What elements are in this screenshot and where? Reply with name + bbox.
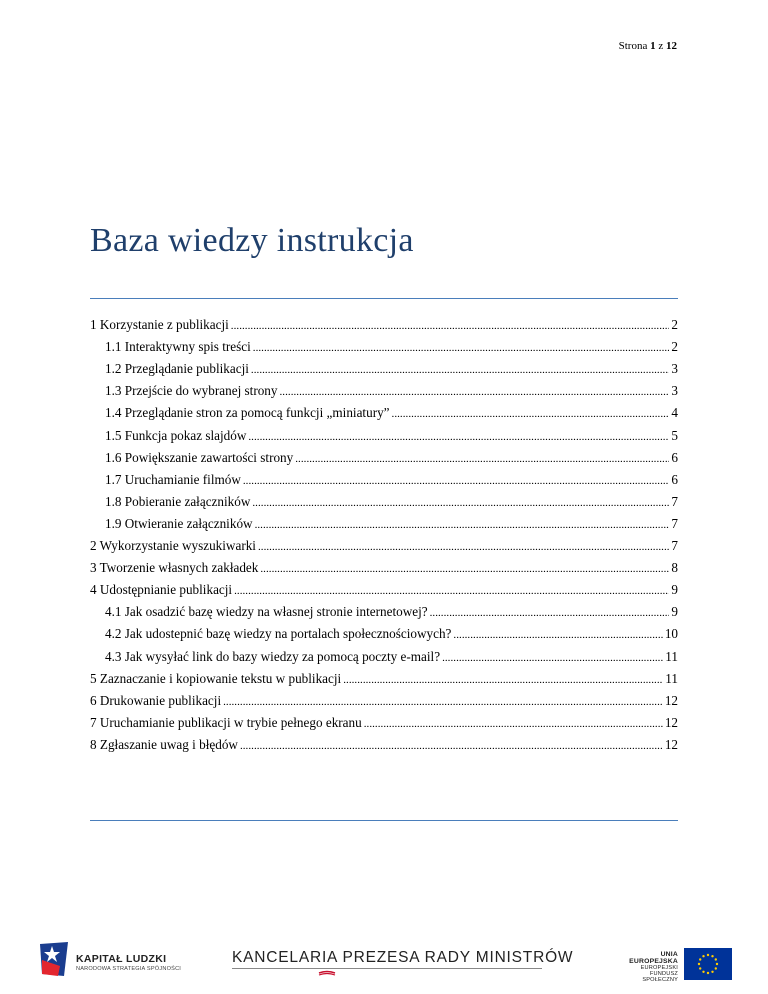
toc-entry-title: 4.2 Jak udostepnić bazę wiedzy na portalach społecznościowych? xyxy=(105,626,452,642)
footer-logos xyxy=(0,930,768,994)
eu-star xyxy=(715,958,717,960)
eu-text-line2: EUROPEJSKI xyxy=(640,965,678,971)
toc-entry-page: 12 xyxy=(664,692,678,708)
toc-entry-leader xyxy=(255,515,670,534)
eu-star xyxy=(716,963,718,965)
eu-star xyxy=(698,963,700,965)
eu-logo-text xyxy=(624,951,678,983)
toc-entry-page: 4 xyxy=(671,405,678,421)
toc-entry[interactable] xyxy=(90,581,678,599)
toc-entry-leader xyxy=(260,559,669,578)
page-total: 12 xyxy=(666,40,677,52)
page-prefix: Strona xyxy=(618,40,648,52)
toc-entry-leader xyxy=(248,427,669,446)
toc-entry-leader xyxy=(253,338,670,357)
toc-entry-page: 7 xyxy=(671,538,678,553)
document-title: Baza wiedzy instrukcja xyxy=(90,222,414,259)
divider-top xyxy=(90,298,678,299)
eu-star xyxy=(715,967,717,969)
toc-entry-title: 7 Uruchamianie publikacji w trybie pełnego ekranu xyxy=(90,714,362,730)
eu-star xyxy=(699,958,701,960)
toc-entry-leader xyxy=(453,625,662,644)
toc-entry[interactable] xyxy=(90,670,678,688)
toc-entry[interactable] xyxy=(105,471,678,489)
kprm-logo-text: KANCELARIA PREZESA RADY MINISTRÓW xyxy=(232,949,574,966)
toc-entry-leader xyxy=(430,603,670,622)
toc-entry-title: 6 Drukowanie publikacji xyxy=(90,692,222,708)
toc-entry-page: 12 xyxy=(664,736,678,752)
eu-text-line1: UNIA EUROPEJSKA xyxy=(629,951,678,965)
toc-entry-title: 1.7 Uruchamianie filmów xyxy=(105,471,241,487)
eu-star xyxy=(707,972,709,974)
toc-entry-title: 1.3 Przejście do wybranej strony xyxy=(105,383,278,399)
toc-entry[interactable] xyxy=(105,515,678,533)
toc-entry-title: 1.9 Otwieranie załączników xyxy=(105,515,253,531)
toc-entry-page: 3 xyxy=(671,361,678,377)
page-number-header xyxy=(619,40,677,52)
toc-entry[interactable] xyxy=(105,625,678,643)
toc-entry-page: 6 xyxy=(671,449,678,465)
eu-star xyxy=(711,955,713,957)
toc-entry[interactable] xyxy=(105,493,678,511)
toc-entry-leader xyxy=(234,581,669,600)
toc-entry-leader xyxy=(243,471,670,490)
toc-entry[interactable] xyxy=(90,316,678,334)
toc-entry-page: 9 xyxy=(671,604,678,620)
toc-entry-leader xyxy=(442,648,663,667)
toc-entry[interactable] xyxy=(105,360,678,378)
toc-entry-title: 5 Zaznaczanie i kopiowanie tekstu w publikacji xyxy=(90,670,342,686)
eu-star xyxy=(711,971,713,973)
toc-entry[interactable] xyxy=(90,714,678,732)
toc-entry-title: 4 Udostępnianie publikacji xyxy=(90,582,233,598)
eu-star xyxy=(699,967,701,969)
page-of: z xyxy=(658,40,664,52)
toc-entry-leader xyxy=(240,736,663,755)
toc-entry-page: 9 xyxy=(671,582,678,598)
toc-entry-leader xyxy=(251,360,669,379)
toc-entry-title: 1.2 Przeglądanie publikacji xyxy=(105,361,249,377)
page-current: 1 xyxy=(650,40,656,52)
toc-entry-title: 3 Tworzenie własnych zakładek xyxy=(90,560,259,576)
toc-entry-page: 11 xyxy=(665,670,678,686)
toc-entry-leader xyxy=(280,382,670,401)
toc-entry[interactable] xyxy=(105,404,678,422)
toc-entry-title: 1.4 Przeglądanie stron za pomocą funkcji „miniatury” xyxy=(105,405,390,421)
eu-flag-icon xyxy=(684,948,732,980)
toc-entry[interactable] xyxy=(90,692,678,710)
toc-entry-title: 4.1 Jak osadzić bazę wiedzy na własnej stronie internetowej? xyxy=(105,604,428,620)
toc-entry-title: 1.6 Powiększanie zawartości strony xyxy=(105,449,294,465)
kprm-logo-line xyxy=(232,968,542,969)
eu-star xyxy=(702,955,704,957)
toc-entry[interactable] xyxy=(90,537,678,555)
toc-entry-leader xyxy=(364,714,663,733)
toc-entry-leader xyxy=(258,537,669,556)
toc-entry-page: 8 xyxy=(671,560,678,576)
toc-entry[interactable] xyxy=(105,382,678,400)
toc-entry[interactable] xyxy=(105,648,678,666)
toc-entry-page: 6 xyxy=(671,471,678,487)
toc-entry-title: 1.1 Interaktywny spis treści xyxy=(105,339,251,355)
toc-entry-leader xyxy=(252,493,669,512)
eu-text-line3: FUNDUSZ SPOŁECZNY xyxy=(642,971,678,983)
kapital-ludzki-logo xyxy=(38,940,188,980)
divider-bottom xyxy=(90,820,678,821)
toc-entry-title: 8 Zgłaszanie uwag i błędów xyxy=(90,736,238,752)
toc-entry-page: 7 xyxy=(671,493,678,509)
toc-entry-title: 1.8 Pobieranie załączników xyxy=(105,493,251,509)
toc-entry-page: 2 xyxy=(671,317,678,332)
toc-entry-title: 1.5 Funkcja pokaz slajdów xyxy=(105,427,247,443)
toc-entry-leader xyxy=(343,670,663,689)
toc-entry[interactable] xyxy=(105,338,678,356)
toc-entry-page: 11 xyxy=(665,648,678,664)
toc-entry-leader xyxy=(295,449,669,468)
toc-entry-page: 2 xyxy=(671,339,678,355)
toc-entry[interactable] xyxy=(105,427,678,445)
toc-entry-leader xyxy=(231,316,670,335)
toc-entry[interactable] xyxy=(90,736,678,754)
eu-star xyxy=(707,954,709,956)
toc-entry[interactable] xyxy=(105,449,678,467)
kapital-ludzki-flag-icon xyxy=(38,940,72,978)
kprm-flag-icon xyxy=(318,970,336,976)
toc-entry-page: 7 xyxy=(671,515,678,531)
toc-entry-title: 1 Korzystanie z publikacji xyxy=(90,317,229,332)
toc-entry-page: 10 xyxy=(664,626,678,642)
kapital-ludzki-subtitle: NARODOWA STRATEGIA SPÓJNOŚCI xyxy=(76,966,182,972)
toc-entry-leader xyxy=(223,692,663,711)
kapital-ludzki-name: KAPITAŁ LUDZKI xyxy=(76,953,167,965)
eu-star xyxy=(702,971,704,973)
toc-entry-title: 2 Wykorzystanie wyszukiwarki xyxy=(90,538,256,553)
toc-entry-page: 5 xyxy=(671,427,678,443)
toc-entry-page: 12 xyxy=(664,714,678,730)
toc-entry-leader xyxy=(392,404,670,423)
toc-entry[interactable] xyxy=(90,559,678,577)
toc-entry-title: 4.3 Jak wysyłać link do bazy wiedzy za pomocą poczty e-mail? xyxy=(105,648,441,664)
toc-entry-page: 3 xyxy=(671,383,678,399)
toc-entry[interactable] xyxy=(105,603,678,621)
